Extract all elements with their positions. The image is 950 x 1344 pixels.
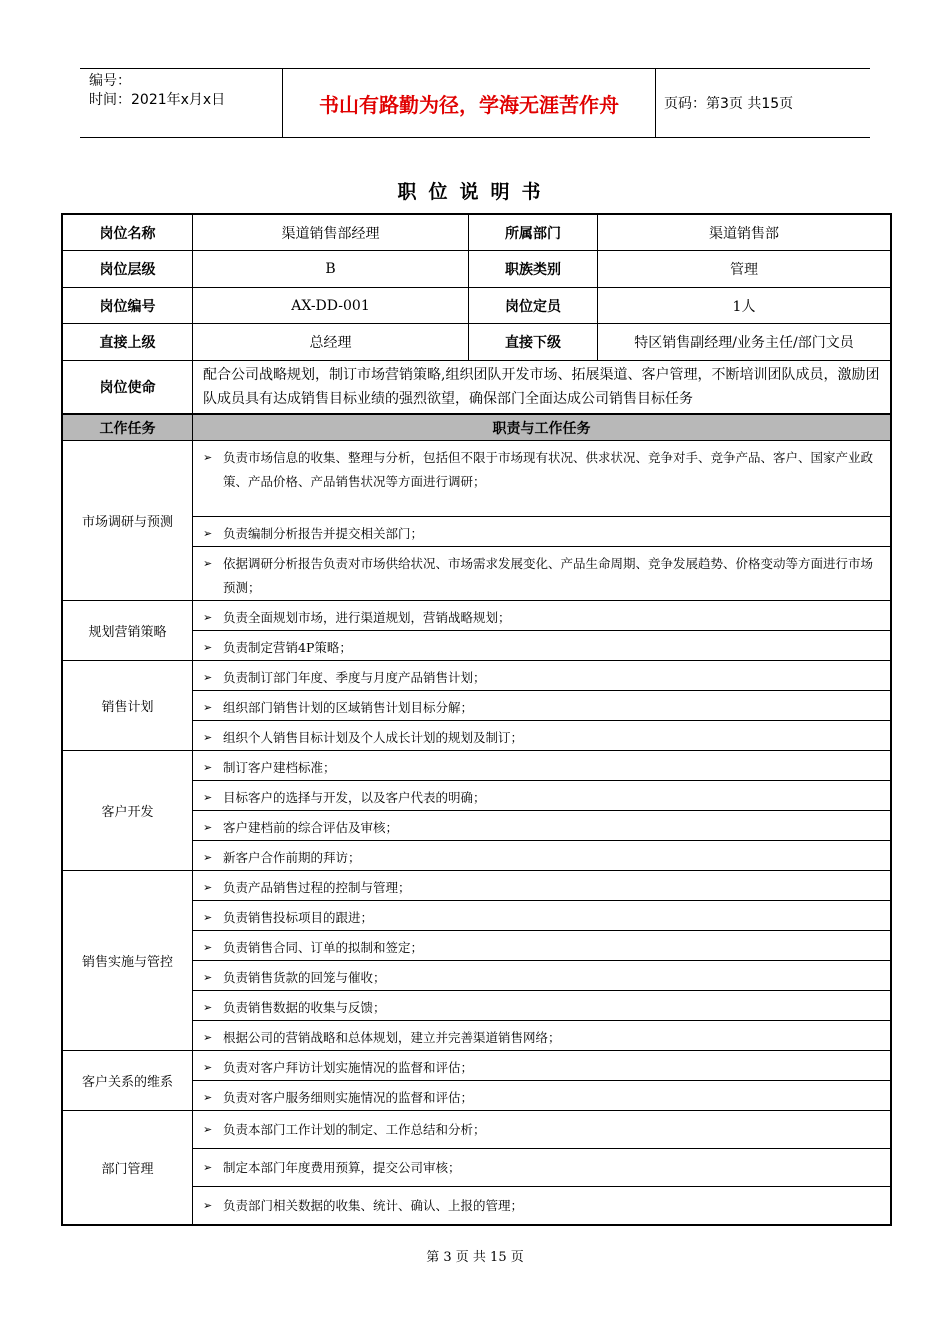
info-row [63, 288, 890, 324]
bullet-arrow-icon: ➢ [203, 701, 213, 714]
duty-text: 组织部门销售计划的区域销售计划目标分解； [223, 700, 474, 715]
list-item [193, 871, 890, 901]
job-description-table [61, 213, 892, 1226]
duty-text: 负责产品销售过程的控制与管理； [223, 880, 411, 895]
label-level: 岗位层级 [63, 251, 193, 287]
value-headcount: 1人 [732, 298, 756, 315]
document-title: 职位说明书 [397, 181, 553, 203]
task-header-col1: 工作任务 [63, 415, 193, 440]
task-group-strategy [63, 601, 890, 661]
list-item [193, 961, 890, 991]
list-item [193, 811, 890, 841]
task-group-department-management [63, 1111, 890, 1226]
value-level: B [193, 251, 469, 287]
duty-text: 组织个人销售目标计划及个人成长计划的规划及制订； [223, 730, 524, 745]
task-group-customer-development [63, 751, 890, 871]
task-group-items [193, 871, 890, 1050]
bullet-arrow-icon: ➢ [203, 1001, 213, 1014]
list-item [193, 691, 890, 721]
bullet-arrow-icon: ➢ [203, 881, 213, 894]
date-line: 时间：2021年x月x日 [89, 92, 226, 108]
bullet-arrow-icon: ➢ [203, 1091, 213, 1104]
bullet-arrow-icon: ➢ [203, 761, 213, 774]
duty-text: 根据公司的营销战略和总体规划，建立并完善渠道销售网络； [223, 1030, 561, 1045]
task-group-sales-execution [63, 871, 890, 1051]
task-group-name: 部门管理 [63, 1111, 193, 1224]
bullet-arrow-icon: ➢ [203, 1161, 213, 1174]
task-group-items [193, 1111, 890, 1224]
task-group-items [193, 661, 890, 750]
value-superior: 总经理 [193, 324, 469, 360]
duty-text: 负责销售数据的收集与反馈； [223, 1000, 386, 1015]
duty-text: 制订客户建档标准； [223, 760, 336, 775]
bullet-arrow-icon: ➢ [203, 941, 213, 954]
value-department: 渠道销售部 [709, 225, 779, 242]
label-superior: 直接上级 [63, 324, 193, 360]
list-item [193, 1149, 890, 1187]
bullet-arrow-icon: ➢ [203, 821, 213, 834]
mission-label: 岗位使命 [63, 361, 193, 413]
label-department: 所属部门 [469, 215, 598, 250]
list-item [193, 991, 890, 1021]
task-group-items [193, 1051, 890, 1110]
duty-text: 负责对客户拜访计划实施情况的监督和评估； [223, 1060, 474, 1075]
bullet-arrow-icon: ➢ [203, 557, 213, 570]
list-item [193, 1187, 890, 1224]
label-headcount: 岗位定员 [469, 288, 598, 323]
task-header-row [63, 414, 890, 441]
info-row [63, 324, 890, 361]
label-position-name: 岗位名称 [63, 215, 193, 250]
list-item [193, 1051, 890, 1081]
duty-text: 负责制定营销4P策略； [223, 640, 352, 655]
duty-text: 负责部门相关数据的收集、统计、确认、上报的管理； [223, 1198, 524, 1213]
page-footer: 第 3 页 共 15 页 [426, 1250, 524, 1265]
list-item [193, 601, 890, 631]
duty-text: 负责销售合同、订单的拟制和签定； [223, 940, 424, 955]
duty-text: 负责本部门工作计划的制定、工作总结和分析； [223, 1122, 486, 1137]
bullet-arrow-icon: ➢ [203, 1031, 213, 1044]
task-group-name: 规划营销策略 [63, 601, 193, 660]
label-subordinates: 直接下级 [469, 324, 598, 360]
bullet-arrow-icon: ➢ [203, 611, 213, 624]
info-row [63, 251, 890, 288]
bullet-arrow-icon: ➢ [203, 911, 213, 924]
list-item [193, 547, 890, 600]
bullet-arrow-icon: ➢ [203, 1199, 213, 1212]
value-position-name: 渠道销售部经理 [193, 215, 469, 250]
duty-text: 依据调研分析报告负责对市场供给状况、市场需求发展变化、产品生命周期、竞争发展趋势、价格变动等方面进行市场预测； [223, 556, 874, 595]
list-item [193, 631, 890, 660]
duty-text: 客户建档前的综合评估及审核； [223, 820, 399, 835]
duty-text: 目标客户的选择与开发，以及客户代表的明确； [223, 790, 486, 805]
page-info: 页码：第3页 共15页 [664, 96, 794, 112]
page-header [80, 68, 870, 138]
duty-text: 新客户合作前期的拜访； [223, 850, 361, 865]
list-item [193, 721, 890, 750]
list-item [193, 1081, 890, 1110]
task-group-name: 销售实施与管控 [63, 871, 193, 1050]
task-group-customer-relations [63, 1051, 890, 1111]
header-left [80, 69, 282, 137]
task-group-items [193, 601, 890, 660]
bullet-arrow-icon: ➢ [203, 971, 213, 984]
list-item [193, 751, 890, 781]
number-label: 编号： [89, 73, 131, 89]
bullet-arrow-icon: ➢ [203, 671, 213, 684]
list-item [193, 1021, 890, 1050]
task-group-name: 市场调研与预测 [63, 441, 193, 600]
bullet-arrow-icon: ➢ [203, 451, 213, 464]
bullet-arrow-icon: ➢ [203, 641, 213, 654]
list-item [193, 931, 890, 961]
bullet-arrow-icon: ➢ [203, 1061, 213, 1074]
task-group-sales-plan [63, 661, 890, 751]
duty-text: 制定本部门年度费用预算，提交公司审核； [223, 1160, 461, 1175]
bullet-arrow-icon: ➢ [203, 731, 213, 744]
list-item [193, 1111, 890, 1149]
task-group-name: 销售计划 [63, 661, 193, 750]
bullet-arrow-icon: ➢ [203, 851, 213, 864]
duty-text: 负责销售货款的回笼与催收； [223, 970, 386, 985]
duty-text: 负责销售投标项目的跟进； [223, 910, 374, 925]
duty-text: 负责编制分析报告并提交相关部门； [223, 526, 424, 541]
task-group-name: 客户开发 [63, 751, 193, 870]
label-job-family: 职族类别 [469, 251, 598, 287]
list-item [193, 661, 890, 691]
label-position-code: 岗位编号 [63, 288, 193, 323]
list-item [193, 901, 890, 931]
duty-text: 负责市场信息的收集、整理与分析，包括但不限于市场现有状况、供求状况、竞争对手、竞争产品、客户、国家产业政策、产品价格、产品销售状况等方面进行调研； [223, 450, 874, 489]
task-group-market-research [63, 441, 890, 601]
duty-text: 负责对客户服务细则实施情况的监督和评估； [223, 1090, 474, 1105]
mission-row [63, 361, 890, 414]
list-item [193, 781, 890, 811]
value-position-code: AX-DD-001 [193, 288, 469, 323]
bullet-arrow-icon: ➢ [203, 1123, 213, 1136]
duty-text: 负责制订部门年度、季度与月度产品销售计划； [223, 670, 486, 685]
bullet-arrow-icon: ➢ [203, 527, 213, 540]
info-row [63, 215, 890, 251]
value-subordinates: 特区销售副经理/业务主任/部门文员 [634, 335, 854, 351]
list-item [193, 517, 890, 547]
list-item [193, 441, 890, 517]
list-item [193, 841, 890, 870]
mission-text: 配合公司战略规划，制订市场营销策略,组织团队开发市场、拓展渠道、客户管理，不断培训团队成员，激励团队成员具有达成销售目标业绩的强烈欲望，确保部门全面达成公司销售目标任务 [203, 367, 880, 407]
task-group-name: 客户关系的维系 [63, 1051, 193, 1110]
task-header-col2: 职责与工作任务 [492, 420, 591, 437]
task-group-items [193, 751, 890, 870]
duty-text: 负责全面规划市场，进行渠道规划，营销战略规划； [223, 610, 511, 625]
motto: 书山有路勤为径，学海无涯苦作舟 [282, 69, 656, 137]
value-job-family: 管理 [730, 262, 758, 278]
task-group-items [193, 441, 890, 600]
bullet-arrow-icon: ➢ [203, 791, 213, 804]
